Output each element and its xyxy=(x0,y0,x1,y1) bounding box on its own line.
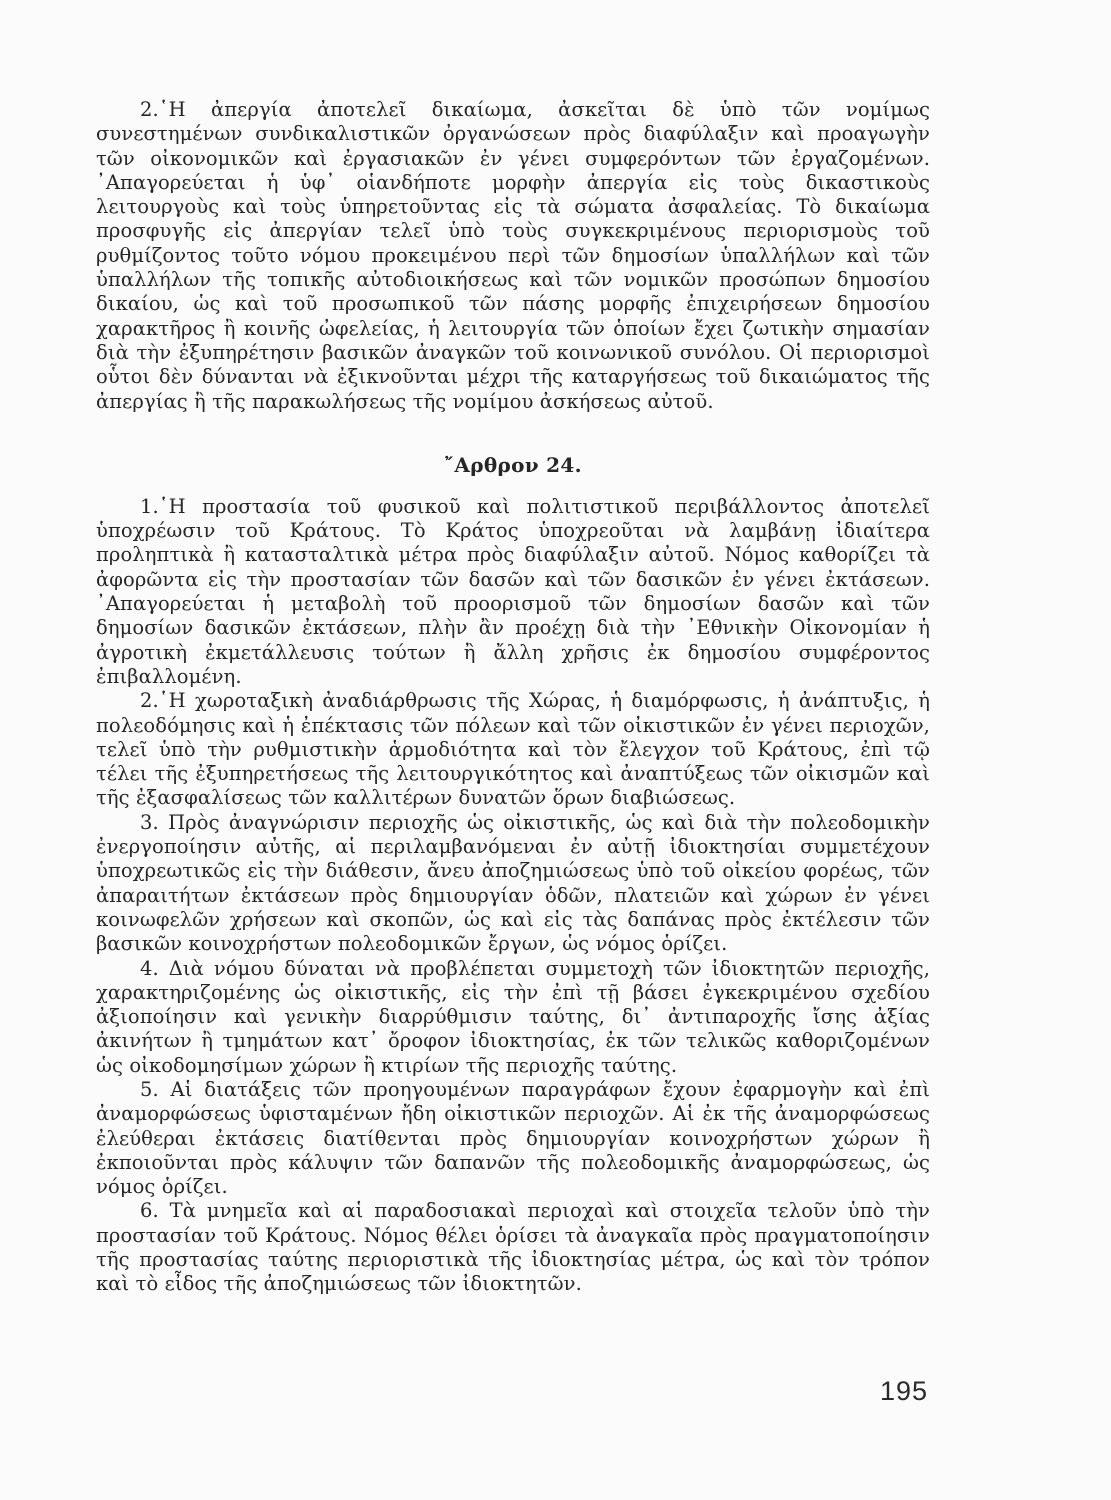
paragraph-5-reform: 5. Αἱ διατάξεις τῶν προηγουμένων παραγράφων ἔχουν ἐφαρμογὴν καὶ ἐπὶ ἀναμορφώσεως ὑφισταμένων ἤδη οἰκιστικῶν περιοχῶν. Αἱ ἐκ τῆς ἀναμορφώσεως ἐλεύθεραι ἐκτάσεις διατίθενται πρὸς δημιουργίαν κοινοχρήστων χώρων ἢ ἐκποιοῦνται πρὸς κάλυψιν τῶν δαπανῶν τῆς πολεοδομικῆς ἀναμορφώσεως, ὡς νόμος ὁρίζει. xyxy=(96,1077,930,1199)
article-heading: ῎Αρθρον 24. xyxy=(444,452,582,477)
page-body xyxy=(96,98,930,1297)
paragraph-3-residential-areas: 3. Πρὸς ἀναγνώρισιν περιοχῆς ὡς οἰκιστικῆς, ὡς καὶ διὰ τὴν πολεοδομικὴν ἐνεργοποίησιν αὐτῆς, αἱ περιλαμβανόμεναι ἐν αὐτῇ ἰδιοκτησίαι συμμετέχουν ὑποχρεωτικῶς εἰς τὴν διάθεσιν, ἄνευ ἀποζημιώσεως ὑπὸ τοῦ οἰκείου φορέως, τῶν ἀπαραιτήτων ἐκτάσεων πρὸς δημιουργίαν ὁδῶν, πλατειῶν καὶ χώρων ἐν γένει κοινωφελῶν χρήσεων καὶ σκοπῶν, ὡς καὶ εἰς τὰς δαπάνας πρὸς ἐκτέλεσιν τῶν βασικῶν κοινοχρήστων πολεοδομικῶν ἔργων, ὡς νόμος ὁρίζει. xyxy=(96,810,930,956)
paragraph-strike-right: 2.῾Η ἀπεργία ἀποτελεῖ δικαίωμα, ἀσκεῖται δὲ ὑπὸ τῶν νομίμως συνεστημένων συνδικαλιστικῶν ὀργανώσεων πρὸς διαφύλαξιν καὶ προαγωγὴν τῶν οἰκονομικῶν καὶ ἐργασιακῶν ἐν γένει συμφερόντων τῶν ἐργαζομένων. ᾿Απαγορεύεται ἡ ὑφ᾿ οἱανδήποτε μορφὴν ἀπεργία εἰς τοὺς δικαστικοὺς λειτουργοὺς καὶ τοὺς ὑπηρετοῦντας εἰς τὰ σώματα ἀσφαλείας. Τὸ δικαίωμα προσφυγῆς εἰς ἀπεργίαν τελεῖ ὑπὸ τοὺς συγκεκριμένους περιορισμοὺς τοῦ ρυθμίζοντος τοῦτο νόμου προκειμένου περὶ τῶν δημοσίων ὑπαλλήλων καὶ τῶν ὑπαλλήλων τῆς τοπικῆς αὐτοδιοικήσεως καὶ τῶν νομικῶν προσώπων δημοσίου δικαίου, ὡς καὶ τοῦ προσωπικοῦ τῶν πάσης μορφῆς ἐπιχειρήσεων δημοσίου χαρακτῆρος ἢ κοινῆς ὠφελείας, ἡ λειτουργία τῶν ὁποίων ἔχει ζωτικὴν σημασίαν διὰ τὴν ἐξυπηρέτησιν βασικῶν ἀναγκῶν τοῦ κοινωνικοῦ συνόλου. Οἱ περιορισμοὶ οὗτοι δὲν δύνανται νὰ ἐξικνοῦνται μέχρι τῆς καταργήσεως τοῦ δικαιώματος τῆς ἀπεργίας ἢ τῆς παρακωλήσεως τῆς νομίμου ἀσκήσεως αὐτοῦ. xyxy=(96,98,930,413)
paragraph-2-spatial-planning: 2.῾Η χωροταξικὴ ἀναδιάρθρωσις τῆς Χώρας, ἡ διαμόρφωσις, ἡ ἀνάπτυξις, ἡ πολεοδόμησις καὶ ἡ ἐπέκτασις τῶν πόλεων καὶ τῶν οἰκιστικῶν ἐν γένει περιοχῶν, τελεῖ ὑπὸ τὴν ρυθμιστικὴν ἁρμοδιότητα καὶ τὸν ἔλεγχον τοῦ Κράτους, ἐπὶ τῷ τέλει τῆς ἐξυπηρετήσεως τῆς λειτουργικότητος καὶ ἀναπτύξεως τῶν οἰκισμῶν καὶ τῆς ἐξασφαλίσεως τῶν καλλιτέρων δυνατῶν ὅρων διαβιώσεως. xyxy=(96,689,930,810)
paragraph-6-monuments: 6. Τὰ μνημεῖα καὶ αἱ παραδοσιακαὶ περιοχαὶ καὶ στοιχεῖα τελοῦν ὑπὸ τὴν προστασίαν τοῦ Κράτους. Νόμος θέλει ὁρίσει τὰ ἀναγκαῖα πρὸς πραγματοποίησιν τῆς προστασίας ταύτης περιοριστικὰ τῆς ἰδιοκτησίας μέτρα, ὡς καὶ τὸν τρόπον καὶ τὸ εἶδος τῆς ἀποζημιώσεως τῶν ἰδιοκτητῶν. xyxy=(96,1199,930,1296)
paragraph-1-environment: 1.῾Η προστασία τοῦ φυσικοῦ καὶ πολιτιστικοῦ περιβάλλοντος ἀποτελεῖ ὑποχρέωσιν τοῦ Κράτους. Τὸ Κράτος ὑποχρεοῦται νὰ λαμβάνῃ ἰδιαίτερα προληπτικὰ ἢ κατασταλτικὰ μέτρα πρὸς διαφύλαξιν αὐτοῦ. Νόμος καθορίζει τὰ ἀφορῶντα εἰς τὴν προστασίαν τῶν δασῶν καὶ τῶν δασικῶν ἐν γένει ἐκτάσεων. ᾿Απαγορεύεται ἡ μεταβολὴ τοῦ προορισμοῦ τῶν δημοσίων δασῶν καὶ τῶν δημοσίων δασικῶν ἐκτάσεων, πλὴν ἂν προέχῃ διὰ τὴν ᾿Εθνικὴν Οἰκονομίαν ἡ ἀγροτικὴ ἐκμετάλλευσις τούτων ἢ ἄλλη χρῆσις ἐκ δημοσίου συμφέροντος ἐπιβαλλομένη. xyxy=(96,494,930,688)
paragraph-4-owner-participation: 4. Διὰ νόμου δύναται νὰ προβλέπεται συμμετοχὴ τῶν ἰδιοκτητῶν περιοχῆς, χαρακτηριζομένης ὡς οἰκιστικῆς, εἰς τὴν ἐπὶ τῇ βάσει ἐγκεκριμένου σχεδίου ἀξιοποίησιν καὶ γενικὴν διαρρύθμισιν ταύτης, δι᾿ ἀντιπαροχῆς ἴσης ἀξίας ἀκινήτων ἢ τμημάτων κατ᾿ ὄροφον ἰδιοκτησίας, ἐκ τῶν τελικῶς καθοριζομένων ὡς οἰκοδομησίμων χώρων ἢ κτιρίων τῆς περιοχῆς ταύτης. xyxy=(96,956,930,1077)
page-number: 195 xyxy=(880,1376,929,1406)
